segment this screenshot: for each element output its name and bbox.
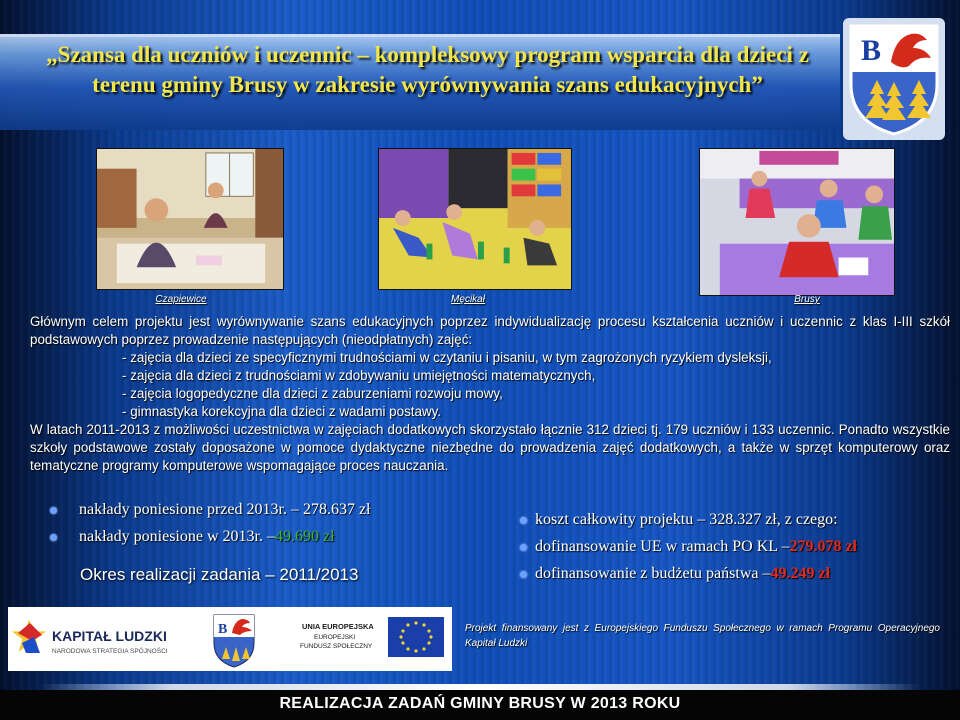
photo-czapiewice <box>96 148 284 290</box>
coat-of-arms-icon <box>847 22 941 136</box>
svg-text:EUROPEJSKI: EUROPEJSKI <box>314 634 356 641</box>
photo-caption: Brusy <box>794 294 820 305</box>
svg-text:NARODOWA STRATEGIA SPÓJNOŚCI: NARODOWA STRATEGIA SPÓJNOŚCI <box>52 648 168 655</box>
photo-brusy <box>699 148 895 296</box>
photo-mecikal <box>378 148 572 290</box>
eu-logos <box>8 607 452 671</box>
svg-text:B: B <box>218 622 228 637</box>
svg-text:FUNDUSZ SPOŁECZNY: FUNDUSZ SPOŁECZNY <box>300 643 373 650</box>
photo-caption: Czapiewice <box>155 294 207 305</box>
bullet-icon <box>520 571 527 578</box>
kapital-ludzki-logo-icon <box>12 620 168 656</box>
bullet-icon <box>50 507 57 514</box>
logo-strip <box>8 607 452 671</box>
description-outro: W latach 2011-2013 z możliwości uczestnictwa w zajęciach dodatkowych skorzystało łącznie 312 dzieci tj. 179 uczniów i 133 uczennic. Ponadto wszystkie szkoły podstawowe zostały doposażone w pomoce dydaktyczne niezbędne do prowadzenia zajęć dodatkowych, a także w sprzęt komputerowy oraz tematyczne programy komputerowe wspomagające proces nauczania. <box>30 422 950 473</box>
project-description <box>30 313 950 475</box>
svg-text:UNIA EUROPEJSKA: UNIA EUROPEJSKA <box>302 622 374 631</box>
bullet-icon <box>520 544 527 551</box>
coat-of-arms <box>843 18 945 140</box>
activities-list <box>30 349 950 421</box>
cost-row: koszt całkowity projektu – 328.327 zł, z czego: <box>520 511 857 529</box>
realization-period: Okres realizacji zadania – 2011/2013 <box>80 565 359 584</box>
cost-row: dofinansowanie z budżetu państwa – 49.249 zł <box>520 565 857 583</box>
cost-value: 49.249 zł <box>770 565 831 582</box>
bullet-icon <box>520 517 527 524</box>
cost-row: nakłady poniesione przed 2013r. – 278.637 zł <box>50 501 371 519</box>
cost-row: nakłady poniesione w 2013r. – 49.690 zł <box>50 528 371 546</box>
page-title: „Szansa dla uczniów i uczennic – kompleksowy program wsparcia dla dzieci z terenu gminy Brusy w zakresie wyrównywania szans edukacyjnych” <box>46 42 809 97</box>
list-item: - zajęcia logopedyczne dla dzieci z zaburzeniami rozwoju mowy, <box>122 385 950 403</box>
eu-flag-icon <box>300 617 444 657</box>
cost-row: dofinansowanie UE w ramach PO KL – 279.078 zł <box>520 538 857 556</box>
description-intro: Głównym celem projektu jest wyrównywanie szans edukacyjnych poprzez indywidualizację procesu kształcenia uczniów i uczennic z klas I-III szkół podstawowych poprzez prowadzenie następujących (nieodpłatnych) zajęć: <box>30 314 950 347</box>
funding-note: Projekt finansowany jest z Europejskiego Funduszu Społecznego w ramach Programu Operacyjnego Kapitał Ludzki <box>465 623 940 649</box>
svg-text:KAPITAŁ LUDZKI: KAPITAŁ LUDZKI <box>52 628 167 644</box>
list-item: - gimnastyka korekcyjna dla dzieci z wadami postawy. <box>122 403 950 421</box>
list-item: - zajęcia dla dzieci ze specyficznymi trudnościami w czytaniu i pisaniu, w tym zagrożonych ryzykiem dysleksji, <box>122 349 950 367</box>
photo-caption: Męcikał <box>451 294 485 305</box>
cost-value: 279.078 zł <box>789 538 857 555</box>
bullet-icon <box>50 534 57 541</box>
footer-title: REALIZACJA ZADAŃ GMINY BRUSY W 2013 ROKU <box>279 695 681 712</box>
svg-text:B: B <box>861 34 882 67</box>
costs-right <box>520 511 857 592</box>
list-item: - zajęcia dla dzieci z trudnościami w zdobywaniu umiejętności matematycznych, <box>122 367 950 385</box>
costs-left <box>50 501 371 555</box>
brusy-coat-icon <box>214 615 254 667</box>
cost-value: 49.690 zł <box>274 528 335 545</box>
